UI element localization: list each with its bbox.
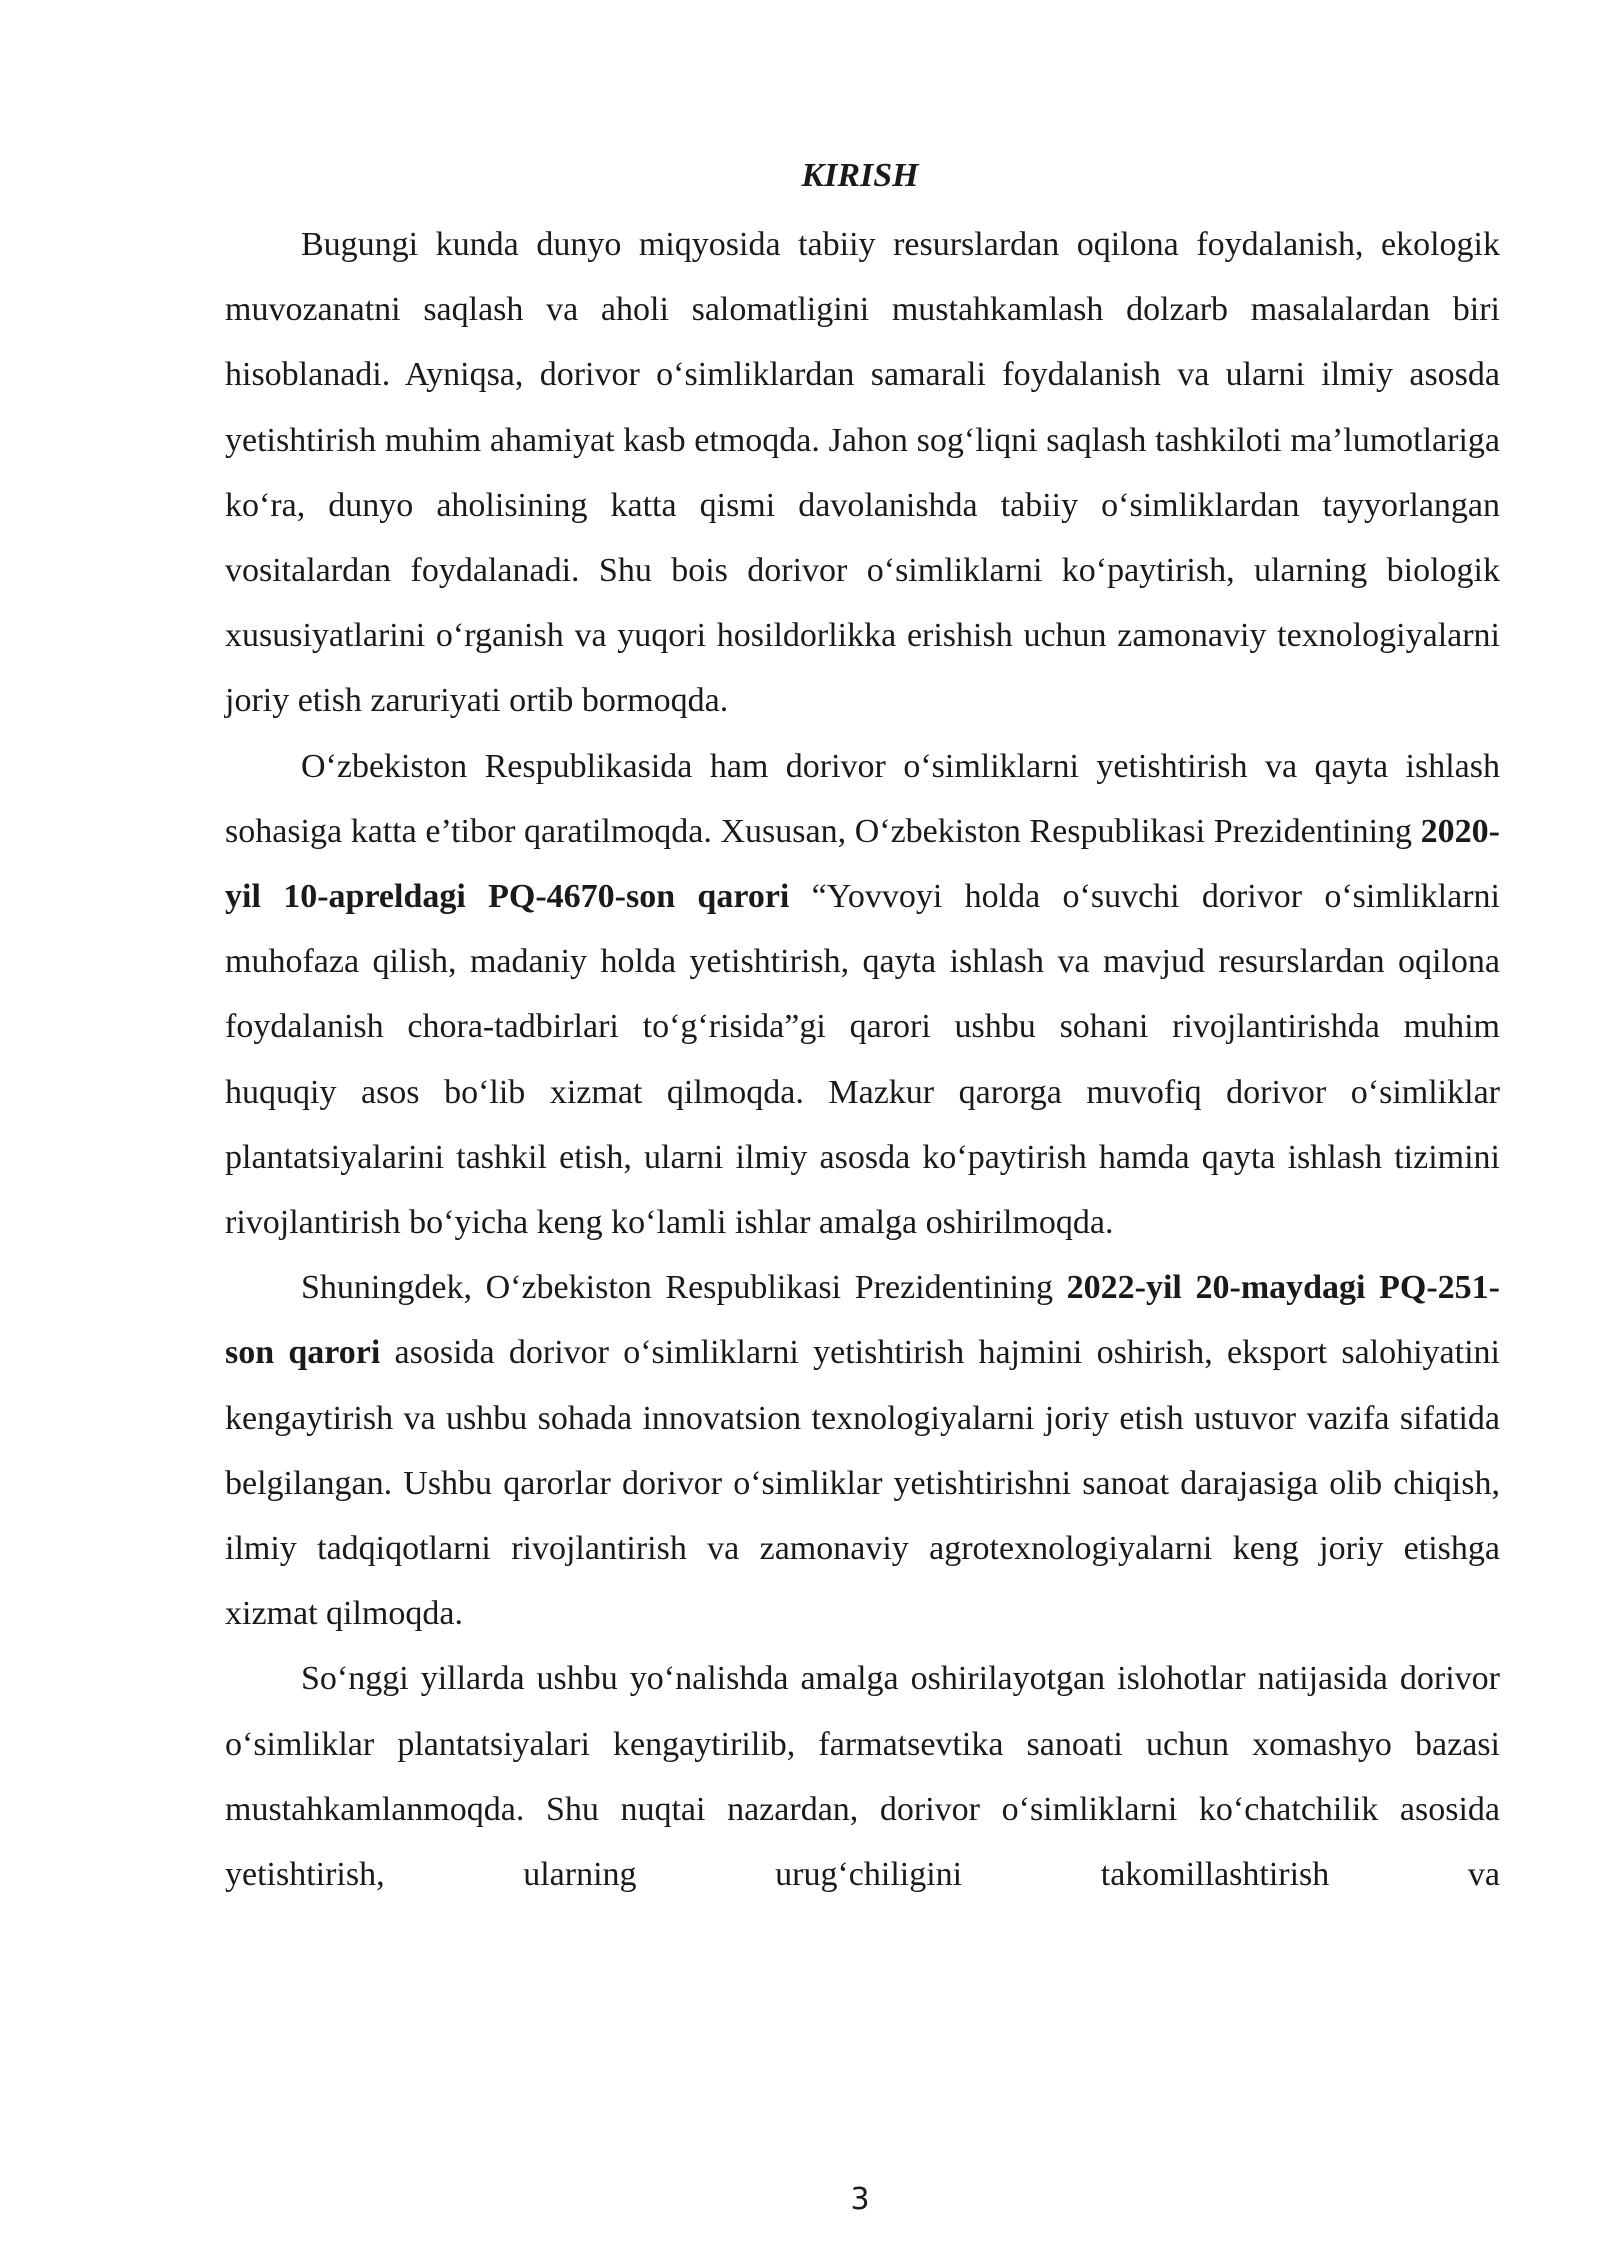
decree-reference: 2022-yil 20-maydagi PQ-251-son qarori	[225, 1269, 1500, 1372]
paragraph-text: So‘nggi yillarda ushbu yo‘nalishda amalga oshirilayotgan islohotlar natijasida dorivor o‘simliklar plantatsiyalari kengaytirilib, farmatsevtika sanoati uchun xomashyo bazasi mustahkamlanmoqda. Shu nuqtai nazardan, dorivor o‘simliklarni ko‘chatchilik asosida yetishtirish, ularning urug‘chiligini takomillashtirish va	[225, 1660, 1500, 1894]
paragraph-text: O‘zbekiston Respublikasida ham dorivor o‘simliklarni yetishtirish va qayta ishlash sohasiga katta e’tibor qaratilmoqda. Xususan, O‘zbekiston Respublikasi Prezidentining	[225, 747, 1500, 850]
paragraph-text: Bugungi kunda dunyo miqyosida tabiiy resurslardan oqilona foydalanish, ekologik muvozanatni saqlash va aholi salomatligini mustahkamlash dolzarb masalalardan biri hisoblanadi. Ayniqsa, dorivor o‘simliklardan samarali foydalanish va ularni ilmiy asosda yetishtirish muhim ahamiyat kasb etmoqda. Jahon sog‘liqni saqlash tashkiloti ma’lumotlariga ko‘ra, dunyo aholisining katta qismi davolanishda tabiiy o‘simliklardan tayyorlangan vositalardan foydalanadi. Shu bois dorivor o‘simliklarni ko‘paytirish, ularning biologik xususiyatlarini o‘rganish va yuqori hosildorlikka erishish uchun zamonaviy texnologiyalarni joriy etish zaruriyati ortib bormoqda.	[225, 226, 1500, 720]
paragraph	[225, 1646, 1500, 1907]
decree-reference: 2020-yil 10-apreldagi PQ-4670-son qarori	[225, 812, 1500, 916]
body-text	[225, 212, 1500, 1907]
paragraph-text: asosida dorivor o‘simliklarni yetishtirish hajmini oshirish, eksport salohiyatini kengaytirish va ushbu sohada innovatsion texnologiyalarni joriy etish ustuvor vazifa sifatida belgilangan. Ushbu qarorlar dorivor o‘simliklar yetishtirishni sanoat darajasiga olib chiqish, ilmiy tadqiqotlarni rivojlantirish va zamonaviy agrotexnologiyalarni keng joriy etishga xizmat qilmoqda.	[225, 1334, 1500, 1633]
paragraph-text: “Yovvoyi holda o‘suvchi dorivor o‘simliklarni muhofaza qilish, madaniy holda yetishtirish, qayta ishlash va mavjud resurslardan oqilona foydalanish chora-tadbirlari to‘g‘risida”gi qarori ushbu sohani rivojlantirishda muhim huquqiy asos bo‘lib xizmat qilmoqda. Mazkur qarorga muvofiq dorivor o‘simliklar plantatsiyalarini tashkil etish, ularni ilmiy asosda ko‘paytirish hamda qayta ishlash tizimini rivojlantirish bo‘yicha keng ko‘lamli ishlar amalga oshirilmoqda.	[225, 878, 1500, 1242]
paragraph	[225, 734, 1500, 1256]
paragraph-text: Shuningdek, O‘zbekiston Respublikasi Prezidentining	[301, 1269, 1067, 1307]
page-number: 3	[850, 2182, 870, 2217]
section-title: KIRISH	[801, 157, 919, 194]
paragraph	[225, 1255, 1500, 1646]
paragraph	[225, 212, 1500, 734]
